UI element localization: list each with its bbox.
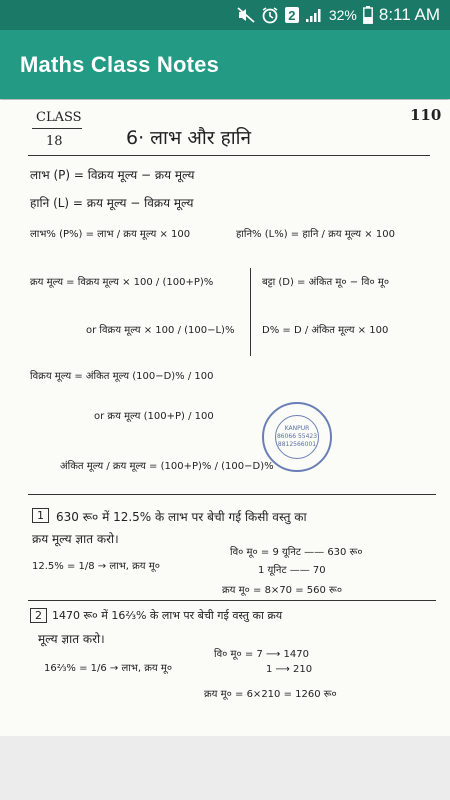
- status-bar: [0, 0, 450, 30]
- divider-vertical: [250, 268, 251, 356]
- formula-cost-price-alt: or विक्रय मूल्य × 100 / (100−L)%: [86, 325, 235, 336]
- app-bar: [0, 30, 450, 99]
- q1-text: 630 रू० में 12.5% के लाभ पर बेची गई किसी वस्तु का: [56, 510, 307, 524]
- class-number: 18: [46, 134, 63, 149]
- section-rule-2: [28, 600, 436, 601]
- topic-title: 6· लाभ और हानि: [126, 127, 252, 149]
- section-rule-1: [28, 494, 436, 495]
- q2-work-1: 16⅔% = 1/6 → लाभ, क्रय मू०: [44, 663, 173, 674]
- mute-icon: [237, 7, 255, 23]
- q1-work-2: वि० मू० = 9 यूनिट —— 630 रू०: [230, 547, 363, 558]
- formula-selling-price: विक्रय मूल्य = अंकित मूल्य (100−D)% / 100: [30, 371, 214, 382]
- q2-number: 2: [30, 608, 47, 623]
- q1-number: 1: [32, 508, 49, 523]
- signal-icon: [305, 7, 323, 23]
- formula-cost-price: क्रय मूल्य = विक्रय मूल्य × 100 / (100+P)%: [30, 277, 214, 288]
- battery-percent: 32%: [328, 7, 357, 23]
- formula-discount: बट्टा (D) = अंकित मू० − वि० मू०: [262, 277, 390, 288]
- q1-answer: क्रय मू० = 8×70 = 560 रू०: [222, 585, 343, 596]
- clock-time: 8:11 AM: [378, 5, 440, 24]
- app-title: Maths Class Notes: [20, 52, 220, 77]
- sim-icon: 2: [285, 7, 299, 23]
- q1-text-2: क्रय मूल्य ज्ञात करो।: [32, 532, 119, 546]
- formula-marked-ratio: अंकित मूल्य / क्रय मूल्य = (100+P)% / (100−D)%: [60, 461, 274, 472]
- stamp-text-1: KANPUR: [284, 425, 310, 432]
- page-number: 110: [410, 106, 442, 124]
- q2-work-2: वि० मू० = 7 ⟶ 1470: [214, 649, 309, 660]
- q2-text-2: मूल्य ज्ञात करो।: [38, 632, 105, 646]
- battery-icon: [363, 6, 373, 24]
- formula-loss-percent: हानि% (L%) = हानि / क्रय मूल्य × 100: [236, 229, 395, 240]
- class-underline: [32, 128, 82, 129]
- q1-work-1: 12.5% = 1/8 → लाभ, क्रय मू०: [32, 561, 160, 572]
- header-rule: [28, 155, 430, 156]
- q1-work-3: 1 यूनिट —— 70: [258, 565, 326, 576]
- alarm-icon: [261, 6, 279, 24]
- class-label: CLASS: [36, 110, 82, 125]
- stamp-text-2: 86066 55423: [276, 433, 318, 440]
- formula-selling-price-alt: or क्रय मूल्य (100+P) / 100: [94, 411, 214, 422]
- status-icons: [237, 0, 440, 30]
- school-stamp: [262, 402, 332, 472]
- formula-loss: हानि (L) = क्रय मूल्य − विक्रय मूल्य: [30, 196, 194, 210]
- formula-profit-percent: लाभ% (P%) = लाभ / क्रय मूल्य × 100: [30, 229, 191, 240]
- notes-page-image[interactable]: [0, 100, 450, 736]
- formula-profit: लाभ (P) = विक्रय मूल्य − क्रय मूल्य: [30, 168, 195, 182]
- formula-discount-percent: D% = D / अंकित मूल्य × 100: [262, 325, 389, 336]
- q2-work-3: 1 ⟶ 210: [266, 664, 313, 675]
- stamp-text-3: 8812566001: [277, 441, 317, 448]
- q2-answer: क्रय मू० = 6×210 = 1260 रू०: [204, 689, 337, 700]
- q2-text: 1470 रू० में 16⅔% के लाभ पर बेची गई वस्तु का क्रय: [52, 609, 283, 622]
